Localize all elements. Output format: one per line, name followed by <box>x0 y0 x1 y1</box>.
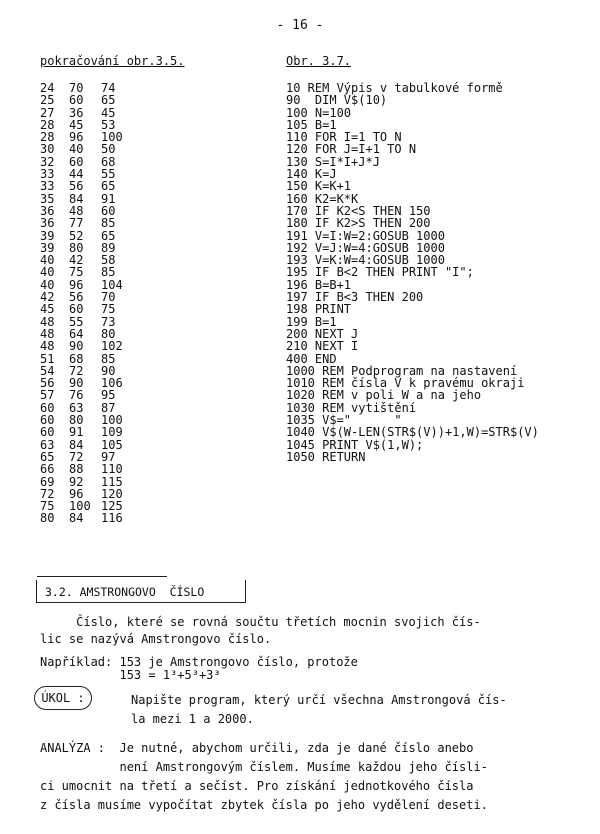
number-cell: 80 <box>40 511 55 526</box>
number-cell: 89 <box>101 240 116 255</box>
number-cell: 32 <box>40 154 55 169</box>
number-cell: 36 <box>40 216 55 231</box>
example-line-2: 153 = 1³+5³+3³ <box>40 668 221 682</box>
page-number: - 16 - <box>276 18 324 33</box>
number-cell: 90 <box>101 363 116 378</box>
code-line: 193 V=K:W=4:GOSUB 1000 <box>286 253 445 268</box>
code-line: 90 DIM V$(10) <box>286 93 388 108</box>
number-row <box>40 389 131 401</box>
number-cell: 85 <box>101 216 116 231</box>
number-cell: 110 <box>101 462 123 477</box>
number-cell: 55 <box>69 314 84 329</box>
number-row <box>40 426 131 438</box>
number-cell: 95 <box>101 388 116 403</box>
number-cell: 64 <box>69 326 84 341</box>
number-cell: 28 <box>40 117 55 132</box>
number-cell: 44 <box>69 167 84 182</box>
code-line: 170 IF K2<S THEN 150 <box>286 203 431 218</box>
number-cell: 28 <box>40 130 55 145</box>
number-cell: 45 <box>40 302 55 317</box>
code-line: 110 FOR I=1 TO N <box>286 130 402 145</box>
code-line: 1045 PRINT V$(1,W); <box>286 437 424 452</box>
ukol-badge: ÚKOL : <box>34 686 92 710</box>
number-cell: 33 <box>40 179 55 194</box>
number-cell: 80 <box>69 413 84 428</box>
number-cell: 56 <box>40 376 55 391</box>
number-cell: 60 <box>69 302 84 317</box>
number-cell: 77 <box>69 216 84 231</box>
number-cell: 104 <box>101 277 123 292</box>
number-cell: 100 <box>69 499 91 514</box>
code-line: 10 REM Výpis v tabulkové formě <box>286 81 503 95</box>
intro-line-1: Číslo, které se rovná součtu třetích mocnin svojich čís- <box>40 615 481 629</box>
code-line: 1000 REM Podprogram na nastavení <box>286 363 518 378</box>
number-cell: 75 <box>101 302 116 317</box>
number-cell: 40 <box>40 253 55 268</box>
code-line: 191 V=I:W=2:GOSUB 1000 <box>286 228 445 243</box>
number-cell: 36 <box>40 203 55 218</box>
number-row <box>40 217 131 229</box>
code-line: 160 K2=K*K <box>286 191 359 206</box>
number-cell: 90 <box>69 376 84 391</box>
number-row <box>40 143 131 155</box>
basic-code-listing <box>286 82 539 463</box>
number-cell: 45 <box>69 117 84 132</box>
code-line: 1020 REM v poli W a na jeho <box>286 388 482 403</box>
example-line-1: Například: 153 je Amstrongovo číslo, protože <box>40 655 358 669</box>
code-line: 192 V=J:W=4:GOSUB 1000 <box>286 240 445 255</box>
number-cell: 57 <box>40 388 55 403</box>
number-cell: 90 <box>69 339 84 354</box>
right-heading: Obr. 3.7. <box>286 54 352 68</box>
code-line: 199 B=1 <box>286 314 337 329</box>
number-cell: 92 <box>69 474 84 489</box>
number-cell: 85 <box>101 265 116 280</box>
number-cell: 70 <box>101 290 116 305</box>
code-line: 105 B=1 <box>286 117 337 132</box>
number-cell: 36 <box>69 105 84 120</box>
number-row <box>40 340 131 352</box>
number-row <box>40 266 131 278</box>
code-line: 195 IF B<2 THEN PRINT "I"; <box>286 265 474 280</box>
number-cell: 60 <box>69 93 84 108</box>
number-cell: 100 <box>101 413 123 428</box>
number-cell: 65 <box>40 449 55 464</box>
number-cell: 105 <box>101 437 123 452</box>
code-line: 140 K=J <box>286 167 337 182</box>
number-cell: 56 <box>69 179 84 194</box>
number-row <box>40 463 131 475</box>
number-row <box>40 476 131 488</box>
number-cell: 80 <box>101 326 116 341</box>
number-cell: 120 <box>101 486 123 501</box>
number-cell: 106 <box>101 376 123 391</box>
number-cell: 96 <box>69 277 84 292</box>
number-cell: 68 <box>69 351 84 366</box>
number-cell: 60 <box>40 400 55 415</box>
ukol-line-2: la mezi 1 a 2000. <box>131 712 254 726</box>
number-cell: 40 <box>69 142 84 157</box>
number-cell: 75 <box>40 499 55 514</box>
code-line: 1030 REM vytištění <box>286 400 417 415</box>
number-cell: 56 <box>69 290 84 305</box>
number-row <box>40 230 131 242</box>
code-line: 198 PRINT <box>286 302 352 317</box>
left-heading: pokračování obr.3.5. <box>40 54 185 68</box>
number-row <box>40 303 131 315</box>
number-table <box>40 82 131 525</box>
code-line: 197 IF B<3 THEN 200 <box>286 290 424 305</box>
number-cell: 84 <box>69 437 84 452</box>
number-cell: 100 <box>101 130 123 145</box>
analyza-line-2: není Amstrongovým číslem. Musíme každou jeho čísli- <box>40 760 488 774</box>
code-line: 120 FOR J=I+1 TO N <box>286 142 417 157</box>
intro-line-2: lic se nazývá Amstrongovo číslo. <box>40 632 272 646</box>
number-cell: 60 <box>69 154 84 169</box>
number-cell: 91 <box>101 191 116 206</box>
number-cell: 70 <box>69 81 84 95</box>
code-line: 400 END <box>286 351 337 366</box>
number-cell: 87 <box>101 400 116 415</box>
number-cell: 25 <box>40 93 55 108</box>
number-cell: 75 <box>69 265 84 280</box>
analyza-line-3: ci umocnit na třetí a sečíst. Pro získání jednotkového čísla <box>40 779 474 793</box>
number-cell: 42 <box>40 290 55 305</box>
number-cell: 74 <box>101 81 116 95</box>
number-cell: 48 <box>69 203 84 218</box>
number-cell: 109 <box>101 425 123 440</box>
number-cell: 63 <box>69 400 84 415</box>
number-cell: 40 <box>40 265 55 280</box>
number-cell: 58 <box>101 253 116 268</box>
number-cell: 60 <box>40 413 55 428</box>
number-cell: 63 <box>40 437 55 452</box>
code-line: 130 S=I*I+J*J <box>286 154 380 169</box>
number-cell: 27 <box>40 105 55 120</box>
number-cell: 73 <box>101 314 116 329</box>
number-cell: 54 <box>40 363 55 378</box>
number-cell: 72 <box>69 363 84 378</box>
section-title: 3.2. AMSTRONGOVO ČÍSLO <box>45 585 205 599</box>
number-row <box>40 180 131 192</box>
code-line: 200 NEXT J <box>286 326 359 341</box>
analyza-line-4: z čísla musíme vypočítat zbytek čísla po jeho vydělení deseti. <box>40 798 488 812</box>
number-cell: 102 <box>101 339 123 354</box>
number-cell: 48 <box>40 314 55 329</box>
number-cell: 39 <box>40 240 55 255</box>
code-line: 1050 RETURN <box>286 449 366 464</box>
number-cell: 30 <box>40 142 55 157</box>
number-cell: 125 <box>101 499 123 514</box>
code-line: 1040 V$(W-LEN(STR$(V))+1,W)=STR$(V) <box>286 425 539 440</box>
number-cell: 60 <box>101 203 116 218</box>
code-line: 180 IF K2>S THEN 200 <box>286 216 431 231</box>
number-cell: 48 <box>40 339 55 354</box>
code-line: 1035 V$=" " <box>286 413 402 428</box>
number-row <box>40 512 131 524</box>
number-cell: 69 <box>40 474 55 489</box>
number-cell: 88 <box>69 462 84 477</box>
number-cell: 72 <box>40 486 55 501</box>
number-cell: 33 <box>40 167 55 182</box>
number-cell: 84 <box>69 511 84 526</box>
number-cell: 80 <box>69 240 84 255</box>
number-cell: 48 <box>40 326 55 341</box>
number-cell: 51 <box>40 351 55 366</box>
number-cell: 66 <box>40 462 55 477</box>
code-line: 210 NEXT I <box>286 339 359 354</box>
number-cell: 39 <box>40 228 55 243</box>
number-cell: 24 <box>40 81 55 95</box>
number-cell: 42 <box>69 253 84 268</box>
number-row <box>40 94 131 106</box>
number-cell: 91 <box>69 425 84 440</box>
number-cell: 97 <box>101 449 116 464</box>
number-cell: 65 <box>101 228 116 243</box>
section-box <box>36 580 246 603</box>
number-cell: 76 <box>69 388 84 403</box>
number-cell: 115 <box>101 474 123 489</box>
number-cell: 50 <box>101 142 116 157</box>
number-cell: 65 <box>101 93 116 108</box>
number-cell: 84 <box>69 191 84 206</box>
number-cell: 96 <box>69 130 84 145</box>
number-cell: 53 <box>101 117 116 132</box>
number-table-body <box>40 82 131 525</box>
number-cell: 116 <box>101 511 123 526</box>
number-cell: 72 <box>69 449 84 464</box>
number-cell: 96 <box>69 486 84 501</box>
code-line: 150 K=K+1 <box>286 179 352 194</box>
analyza-line-1: ANALÝZA : Je nutné, abychom určili, zda je dané číslo anebo <box>40 741 474 755</box>
number-cell: 65 <box>101 179 116 194</box>
ukol-line-1: Napište program, který určí všechna Amstrongová čís- <box>131 693 507 707</box>
number-cell: 55 <box>101 167 116 182</box>
code-line: 1010 REM čísla V k pravému okraji <box>286 376 525 391</box>
number-cell: 52 <box>69 228 84 243</box>
number-cell: 40 <box>40 277 55 292</box>
number-cell: 45 <box>101 105 116 120</box>
code-line: 100 N=100 <box>286 105 352 120</box>
number-cell: 85 <box>101 351 116 366</box>
code-line: 196 B=B+1 <box>286 277 352 292</box>
number-cell: 60 <box>40 425 55 440</box>
number-cell: 35 <box>40 191 55 206</box>
number-row <box>40 353 131 365</box>
number-cell: 68 <box>101 154 116 169</box>
